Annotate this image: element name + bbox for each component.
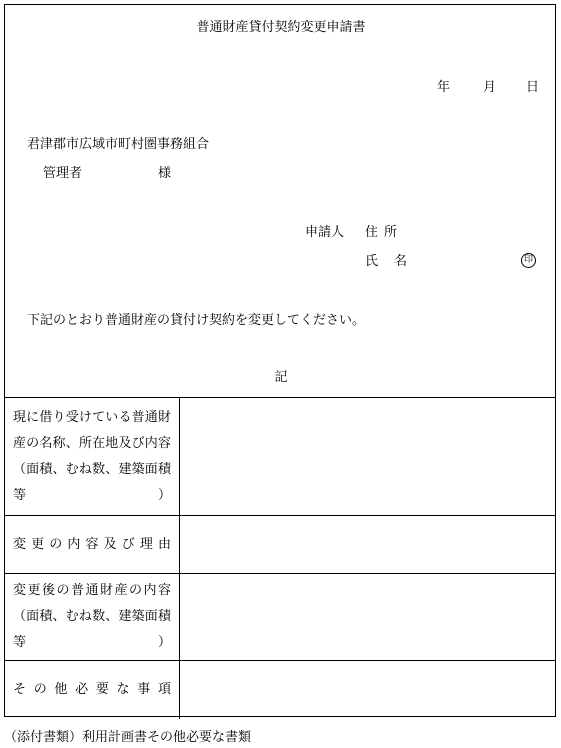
- table-row: [5, 516, 555, 574]
- row-value-current-property[interactable]: [180, 398, 556, 516]
- table-row: [5, 661, 555, 720]
- row-value-other-matters[interactable]: [180, 661, 556, 720]
- row-value-change-reason[interactable]: [180, 516, 556, 574]
- date-month-label: 月: [483, 80, 497, 95]
- table-row: [5, 574, 555, 661]
- table-row: [5, 398, 555, 516]
- row-label-current-property: 現に借り受けている普通財産の名称、所在地及び内容（面積、むね数、建築面積等）: [5, 398, 180, 516]
- address-label: 住所: [365, 225, 404, 240]
- addressee-organization: 君津郡市広域市町村圏事務組合: [27, 137, 210, 152]
- attachment-note: （添付書類）利用計画書その他必要な書類: [4, 730, 252, 745]
- form-title: 普通財産貸付契約変更申請書: [196, 20, 366, 35]
- addressee-administrator: 管理者: [43, 166, 83, 181]
- row-value-new-property[interactable]: [180, 574, 556, 661]
- date-day-label: 日: [526, 80, 540, 95]
- addressee-honorific: 様: [158, 166, 172, 181]
- date-year-label: 年: [437, 80, 451, 95]
- ki-heading: 記: [274, 370, 288, 385]
- applicant-label: 申請人: [305, 225, 345, 240]
- row-label-other-matters: その他必要な事項: [5, 661, 180, 720]
- application-form: [4, 4, 556, 717]
- seal-icon: 印: [521, 253, 536, 268]
- row-label-change-reason: 変更の内容及び理由: [5, 516, 180, 574]
- row-label-new-property: 変更後の普通財産の内容（面積、むね数、建築面積等）: [5, 574, 180, 661]
- details-table: [5, 397, 555, 719]
- name-label: 氏名: [365, 254, 424, 269]
- request-statement: 下記のとおり普通財産の貸付け契約を変更してください。: [27, 313, 366, 328]
